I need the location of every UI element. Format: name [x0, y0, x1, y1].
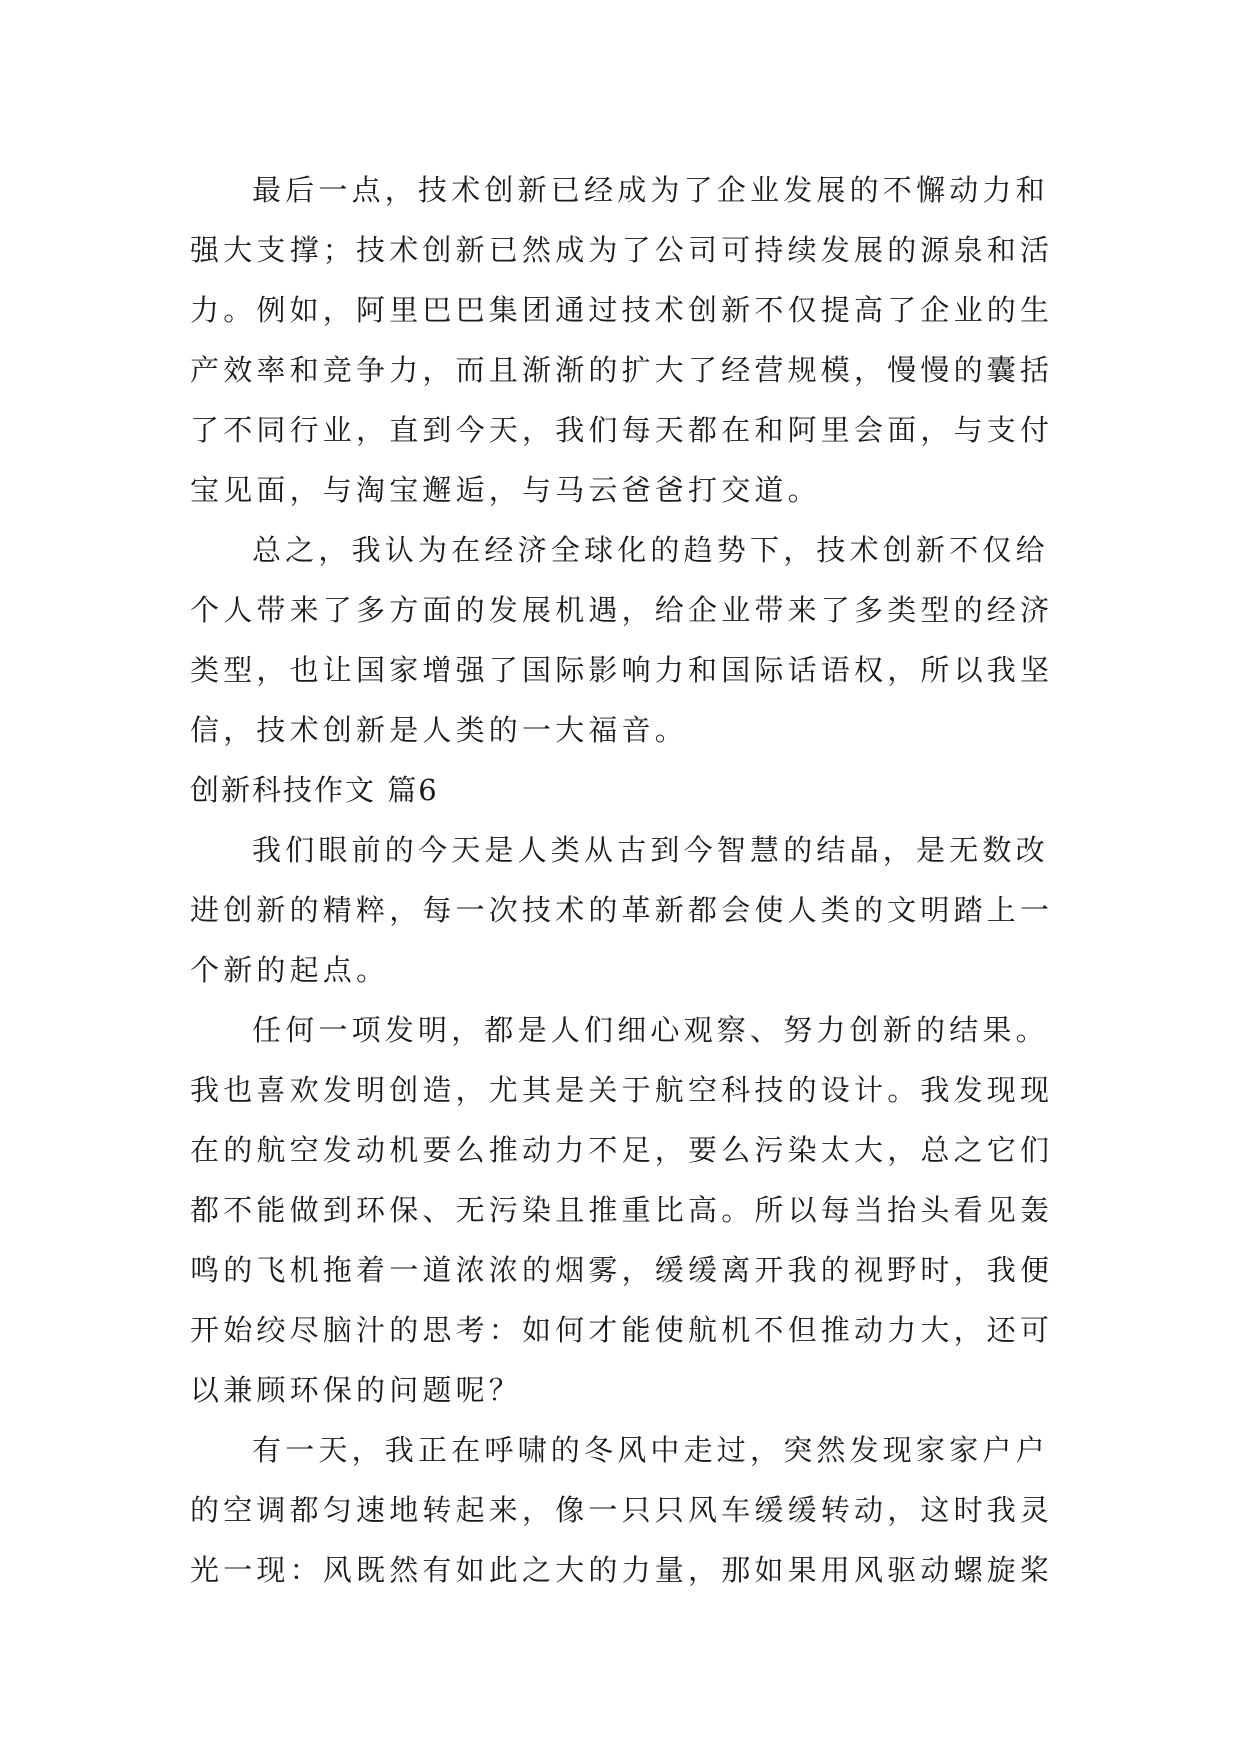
text-line: 任何一项发明，都是人们细心观察、努力创新的结果。 — [252, 1013, 1049, 1047]
paragraph-conclusion — [190, 520, 1060, 760]
text-line: 进创新的精粹，每一次技术的革新都会使人类的文明踏上一 — [190, 893, 1054, 927]
text-line: 宝见面，与淘宝邂逅，与马云爸爸打交道。 — [190, 473, 821, 507]
text-line: 最后一点，技术创新已经成为了企业发展的不懈动力和 — [252, 173, 1049, 207]
text-line: 鸣的飞机拖着一道浓浓的烟雾，缓缓离开我的视野时，我便 — [190, 1253, 1054, 1287]
text-line: 了不同行业，直到今天，我们每天都在和阿里会面，与支付 — [190, 413, 1054, 447]
text-line: 力。例如，阿里巴巴集团通过技术创新不仅提高了企业的生 — [190, 293, 1054, 327]
text-line: 信，技术创新是人类的一大福音。 — [190, 713, 689, 747]
text-line: 我也喜欢发明创造，尤其是关于航空科技的设计。我发现现 — [190, 1073, 1054, 1107]
text-line: 的空调都匀速地转起来，像一只只风车缓缓转动，这时我灵 — [190, 1493, 1054, 1527]
text-line: 个人带来了多方面的发展机遇，给企业带来了多类型的经济 — [190, 593, 1054, 627]
paragraph-innovation-driving-force — [190, 160, 1060, 520]
text-line: 在的航空发动机要么推动力不足，要么污染太大，总之它们 — [190, 1133, 1054, 1167]
text-line: 光一现：风既然有如此之大的力量，那如果用风驱动螺旋桨 — [190, 1553, 1054, 1587]
paragraph-wind-inspiration — [190, 1420, 1060, 1600]
text-line: 都不能做到环保、无污染且推重比高。所以每当抬头看见轰 — [190, 1193, 1054, 1227]
text-line: 我们眼前的今天是人类从古到今智慧的结晶，是无数改 — [252, 833, 1049, 867]
paragraph-intro-wisdom — [190, 820, 1060, 1000]
paragraph-invention-aviation — [190, 1000, 1060, 1420]
text-line: 有一天，我正在呼啸的冬风中走过，突然发现家家户户 — [252, 1433, 1049, 1467]
text-line: 产效率和竞争力，而且渐渐的扩大了经营规模，慢慢的囊括 — [190, 353, 1054, 387]
text-line: 个新的起点。 — [190, 953, 390, 987]
document-page — [190, 160, 1060, 1600]
text-line: 强大支撑；技术创新已然成为了公司可持续发展的源泉和活 — [190, 233, 1054, 267]
text-line: 总之，我认为在经济全球化的趋势下，技术创新不仅给 — [252, 533, 1049, 567]
section-heading: 创新科技作文 篇6 — [190, 773, 439, 807]
text-line: 类型，也让国家增强了国际影响力和国际话语权，所以我坚 — [190, 653, 1054, 687]
text-line: 以兼顾环保的问题呢？ — [190, 1373, 523, 1407]
text-line: 开始绞尽脑汁的思考：如何才能使航机不但推动力大，还可 — [190, 1313, 1054, 1347]
